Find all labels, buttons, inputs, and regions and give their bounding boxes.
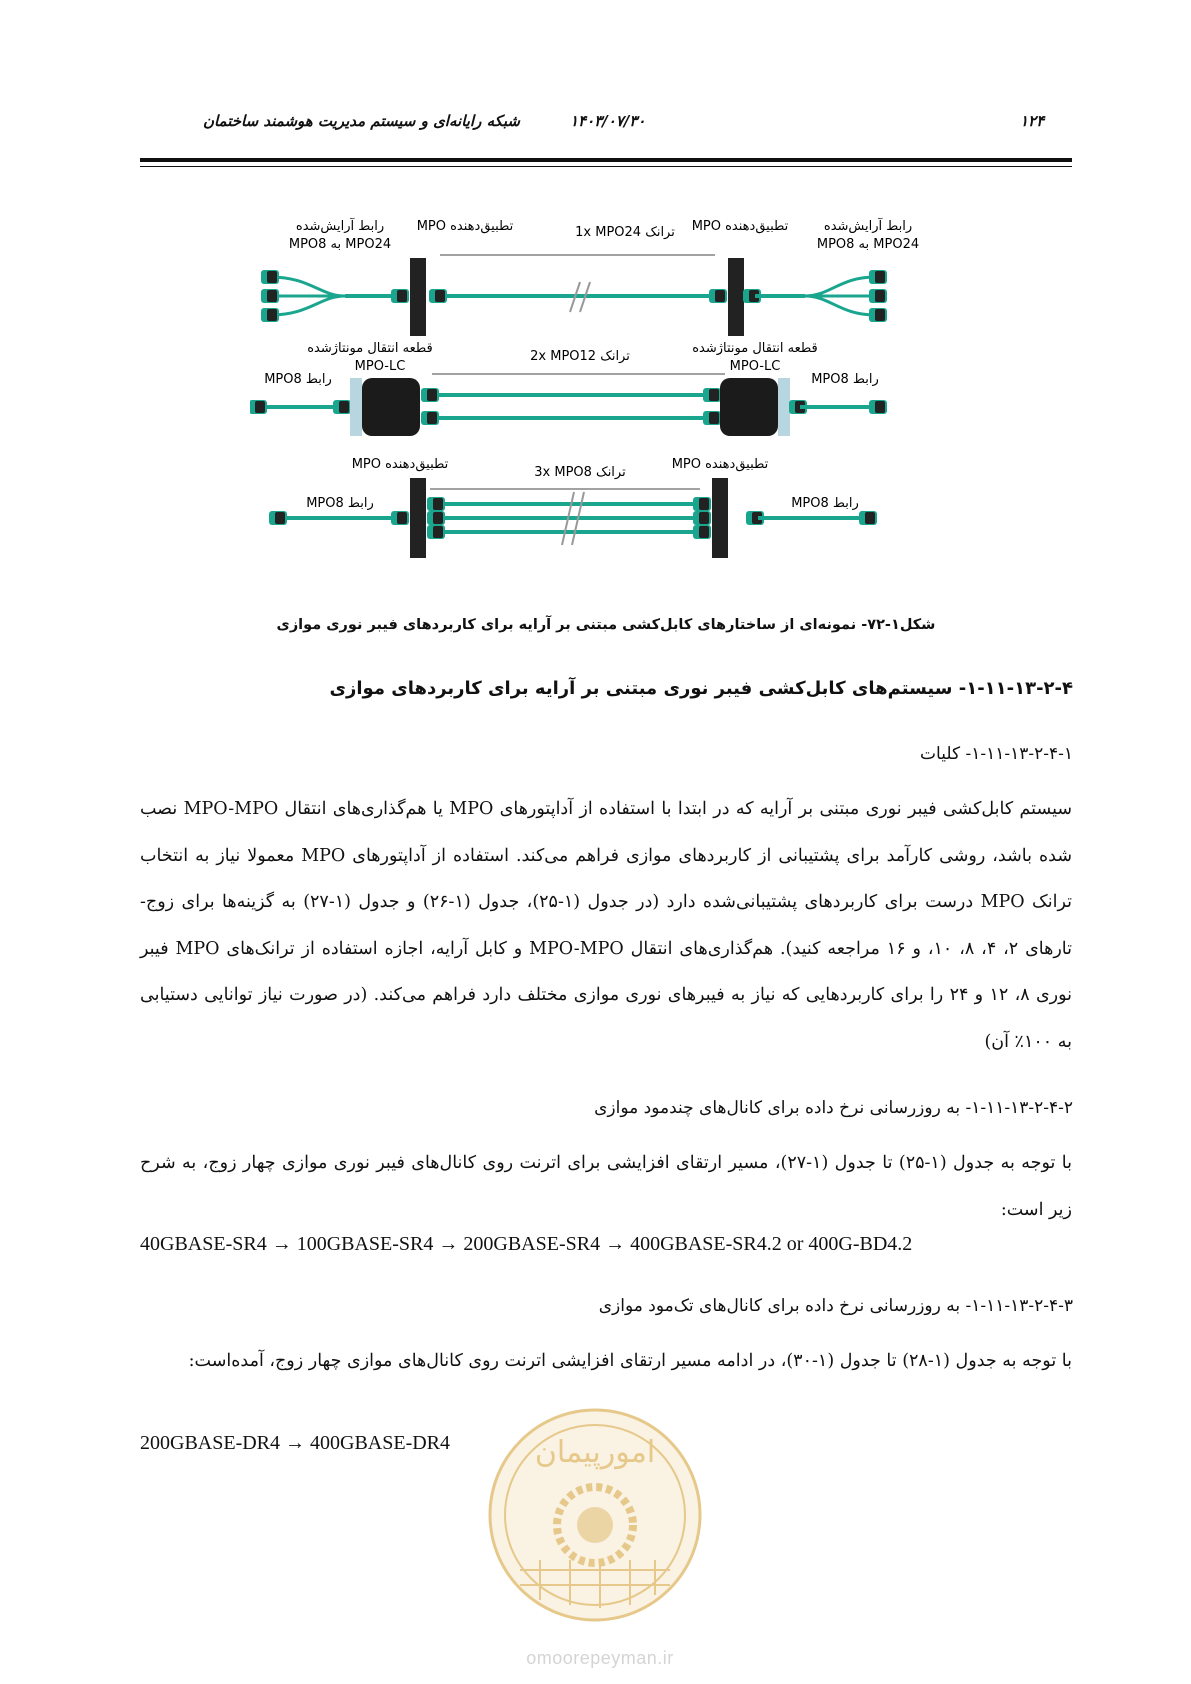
page-number: ۱۲۴	[1020, 112, 1045, 130]
subsection-1-title: ۱-۱۱-۱۳-۲-۴-۱- کلیات	[920, 744, 1073, 764]
svg-text:ترانک 1x MPO24: ترانک 1x MPO24	[575, 225, 675, 240]
svg-text:ترانک 3x MPO8: ترانک 3x MPO8	[534, 465, 626, 480]
svg-text:MPO-LC: MPO-LC	[354, 359, 406, 374]
header-rule-thick	[140, 158, 1072, 162]
svg-text:رابط آرایش‌شده: رابط آرایش‌شده	[823, 219, 913, 234]
svg-text:رابط MPO8: رابط MPO8	[811, 372, 879, 387]
svg-text:قطعه انتقال مونتاژشده: قطعه انتقال مونتاژشده	[692, 341, 818, 356]
watermark-site: omoorepeyman.ir	[526, 1648, 674, 1668]
subsection-2-title: ۱-۱۱-۱۳-۲-۴-۲- به روزرسانی نرخ داده برای کانال‌های چندمود موازی	[594, 1098, 1073, 1118]
figure-caption: شکل۱-۷۲- نمونه‌ای از ساختارهای کابل‌کشی مبتنی بر آرایه برای کاربردهای فیبر نوری موازی	[276, 617, 936, 633]
svg-text:تطبیق‌دهنده MPO: تطبیق‌دهنده MPO	[691, 219, 789, 234]
header-date: ۱۴۰۳/۰۷/۳۰	[570, 112, 646, 130]
subsection-2-paragraph: با توجه به جدول (۱-۲۵) تا جدول (۱-۲۷)، مسیر ارتقای افزایشی برای اترنت روی کانال‌های فیبر نوری موازی چهار زوج، به شرح زیر است:	[140, 1153, 1072, 1220]
svg-text:MPO24 به MPO8: MPO24 به MPO8	[288, 237, 392, 252]
omoorepeyman-seal-watermark	[480, 1400, 710, 1630]
svg-text:تطبیق‌دهنده MPO: تطبیق‌دهنده MPO	[671, 457, 769, 472]
subsection-1-paragraph: سیستم کابل‌کشی فیبر نوری مبتنی بر آرایه که در ابتدا با استفاده از آداپتورهای MPO یا هم‌گذاری‌های انتقال MPO-MPO نصب شده باشد، روشی کارآمد برای پشتیبانی از کاربردهای موازی فراهم می‌کند. استفاده از آداپتورهای MPO معمولا نیاز به انتخاب ترانک MPO درست برای کاربردهای پشتیبانی‌شده دارد (در جدول (۱-۲۵)، جدول (۱-۲۶) و جدول (۱-۲۷) به گزینه‌ها برای زوج-تارهای ۲، ۴، ۸، ۱۰، و ۱۶ مراجعه کنید). هم‌گذاری‌های انتقال MPO-MPO و کابل آرایه، اجازه استفاده از ترانک‌های MPO فیبر نوری ۸، ۱۲ و ۲۴ را برای کاربردهایی که نیاز به فیبرهای نوری موازی مختلف دارد فراهم می‌کند. (در صورت نیاز توانایی دستیابی به ۱۰۰٪ آن)	[140, 799, 1073, 1052]
subsection-3-paragraph: با توجه به جدول (۱-۲۸) تا جدول (۱-۳۰)، در ادامه مسیر ارتقای افزایشی اترنت روی کانال‌های موازی چهار زوج، آمده‌است:	[188, 1351, 1072, 1371]
svg-text:MPO24 به MPO8: MPO24 به MPO8	[816, 237, 920, 252]
fiber-structure-figure	[250, 200, 950, 580]
svg-text:رابط MPO8: رابط MPO8	[264, 372, 332, 387]
header-title: شبکه رایانه‌ای و سیستم مدیریت هوشمند ساختمان	[202, 112, 520, 130]
svg-text:MPO-LC: MPO-LC	[729, 359, 781, 374]
svg-text:تطبیق‌دهنده MPO: تطبیق‌دهنده MPO	[416, 219, 514, 234]
header-rule-thin	[140, 166, 1072, 167]
svg-text:قطعه انتقال مونتاژشده: قطعه انتقال مونتاژشده	[307, 341, 433, 356]
svg-text:تطبیق‌دهنده MPO: تطبیق‌دهنده MPO	[351, 457, 449, 472]
svg-text:رابط MPO8: رابط MPO8	[306, 496, 374, 511]
row2-diagram	[250, 341, 887, 436]
svg-text:رابط MPO8: رابط MPO8	[791, 496, 859, 511]
section-heading: ۱-۱۱-۱۳-۲-۴- سیستم‌های کابل‌کشی فیبر نوری مبتنی بر آرایه برای کاربردهای موازی	[329, 678, 1073, 699]
subsection-3-title: ۱-۱۱-۱۳-۲-۴-۳- به روزرسانی نرخ داده برای کانال‌های تک‌مود موازی	[598, 1296, 1073, 1316]
row1-diagram	[261, 217, 919, 336]
subsection-2-upgrade-path: 40GBASE-SR4 → 100GBASE-SR4 → 200GBASE-SR4 → 400GBASE-SR4.2 or 400G-BD4.2	[140, 1233, 913, 1255]
subsection-3-upgrade-path: 200GBASE-DR4 → 400GBASE-DR4	[140, 1432, 451, 1454]
row3-diagram	[269, 457, 877, 558]
svg-text:رابط آرایش‌شده: رابط آرایش‌شده	[295, 219, 385, 234]
svg-text:امورپیمان: امورپیمان	[534, 1435, 656, 1470]
svg-text:ترانک 2x MPO12: ترانک 2x MPO12	[530, 349, 630, 364]
